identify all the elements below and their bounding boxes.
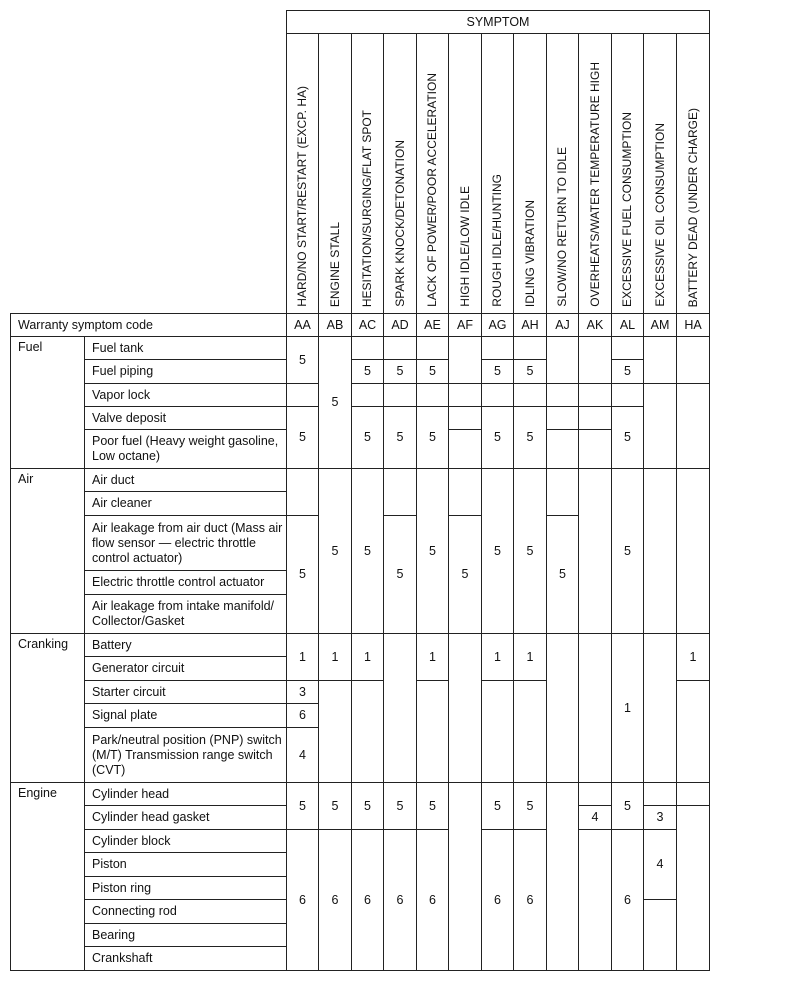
symptom-heading: IDLING VIBRATION xyxy=(514,34,547,314)
rating-cell xyxy=(547,783,579,971)
rating-cell xyxy=(417,337,449,360)
rating-cell: 5 xyxy=(417,360,449,384)
rating-cell: 4 xyxy=(287,728,319,783)
part-air-leakage-duct: Air leakage from air duct (Mass air flow sensor — electric throttle control actuator) xyxy=(85,516,287,571)
part-electric-throttle: Electric throttle control actuator xyxy=(85,571,287,595)
rating-cell: 1 xyxy=(319,634,352,681)
rating-cell xyxy=(644,337,677,384)
part-cylinder-head-gasket: Cylinder head gasket xyxy=(85,806,287,830)
part-air-cleaner: Air cleaner xyxy=(85,492,287,516)
rating-cell xyxy=(352,681,384,783)
rating-cell: 5 xyxy=(352,360,384,384)
rating-cell: 5 xyxy=(417,407,449,469)
rating-cell xyxy=(449,469,482,516)
rating-cell xyxy=(579,634,612,783)
rating-cell xyxy=(579,469,612,634)
symptom-code: HA xyxy=(677,314,710,337)
rating-cell: 6 xyxy=(384,830,417,971)
rating-cell xyxy=(612,337,644,360)
rating-cell: 5 xyxy=(384,360,417,384)
part-generator-circuit: Generator circuit xyxy=(85,657,287,681)
symptom-header: SYMPTOM xyxy=(287,11,710,34)
symptom-code: AC xyxy=(352,314,384,337)
rating-cell xyxy=(514,337,547,360)
symptom-heading: SLOW/NO RETURN TO IDLE xyxy=(547,34,579,314)
symptom-code: AD xyxy=(384,314,417,337)
rating-cell xyxy=(417,681,449,783)
symptom-heading: BATTERY DEAD (UNDER CHARGE) xyxy=(677,34,710,314)
part-crankshaft: Crankshaft xyxy=(85,947,287,971)
rating-cell xyxy=(579,430,612,469)
part-bearing: Bearing xyxy=(85,924,287,947)
symptom-code: AA xyxy=(287,314,319,337)
rating-cell xyxy=(482,384,514,407)
part-pnp-switch: Park/neutral position (PNP) switch (M/T) Transmission range switch (CVT) xyxy=(85,728,287,783)
symptom-code: AE xyxy=(417,314,449,337)
rating-cell: 3 xyxy=(644,806,677,830)
symptom-code: AL xyxy=(612,314,644,337)
category-cranking: Cranking xyxy=(11,634,85,783)
rating-cell xyxy=(677,469,710,634)
part-cylinder-block: Cylinder block xyxy=(85,830,287,853)
trouble-diagnosis-matrix xyxy=(10,10,710,971)
symptom-code: AG xyxy=(482,314,514,337)
rating-cell: 6 xyxy=(612,830,644,971)
rating-cell xyxy=(352,337,384,360)
rating-cell xyxy=(547,469,579,516)
rating-cell: 6 xyxy=(319,830,352,971)
rating-cell: 6 xyxy=(287,704,319,728)
symptom-heading: LACK OF POWER/POOR ACCELERATION xyxy=(417,34,449,314)
rating-cell xyxy=(352,384,384,407)
rating-cell xyxy=(482,681,514,783)
part-cylinder-head: Cylinder head xyxy=(85,783,287,806)
rating-cell xyxy=(644,634,677,783)
rating-cell: 5 xyxy=(319,469,352,634)
rating-cell xyxy=(417,384,449,407)
corner-blank xyxy=(11,11,287,314)
rating-cell: 5 xyxy=(547,516,579,634)
symptom-heading: ENGINE STALL xyxy=(319,34,352,314)
rating-cell: 4 xyxy=(644,830,677,900)
rating-cell xyxy=(384,469,417,516)
rating-cell xyxy=(514,681,547,783)
rating-cell: 5 xyxy=(612,469,644,634)
rating-cell: 5 xyxy=(612,783,644,830)
rating-cell: 5 xyxy=(514,469,547,634)
symptom-code: AH xyxy=(514,314,547,337)
rating-cell xyxy=(514,384,547,407)
part-connecting-rod: Connecting rod xyxy=(85,900,287,924)
rating-cell: 5 xyxy=(514,407,547,469)
rating-cell: 5 xyxy=(352,407,384,469)
part-air-duct: Air duct xyxy=(85,469,287,492)
rating-cell: 6 xyxy=(417,830,449,971)
rating-cell: 4 xyxy=(579,806,612,830)
rating-cell xyxy=(579,407,612,430)
rating-cell: 5 xyxy=(482,407,514,469)
symptom-heading: HARD/NO START/RESTART (EXCP. HA) xyxy=(287,34,319,314)
category-air: Air xyxy=(11,469,85,634)
rating-cell xyxy=(482,337,514,360)
part-battery: Battery xyxy=(85,634,287,657)
rating-cell xyxy=(384,384,417,407)
rating-cell: 5 xyxy=(352,783,384,830)
rating-cell xyxy=(547,384,579,407)
rating-cell xyxy=(449,407,482,430)
rating-cell xyxy=(579,830,612,971)
rating-cell: 5 xyxy=(287,407,319,469)
part-poor-fuel: Poor fuel (Heavy weight gasoline, Low octane) xyxy=(85,430,287,469)
symptom-heading: HIGH IDLE/LOW IDLE xyxy=(449,34,482,314)
symptom-heading: ROUGH IDLE/HUNTING xyxy=(482,34,514,314)
rating-cell xyxy=(547,430,579,469)
rating-cell xyxy=(677,783,710,806)
rating-cell: 6 xyxy=(514,830,547,971)
symptom-heading: SPARK KNOCK/DETONATION xyxy=(384,34,417,314)
part-valve-deposit: Valve deposit xyxy=(85,407,287,430)
symptom-heading: EXCESSIVE OIL CONSUMPTION xyxy=(644,34,677,314)
rating-cell xyxy=(449,337,482,384)
rating-cell xyxy=(449,430,482,469)
rating-cell: 5 xyxy=(319,337,352,469)
rating-cell: 5 xyxy=(384,516,417,634)
part-piston: Piston xyxy=(85,853,287,877)
rating-cell xyxy=(384,337,417,360)
rating-cell xyxy=(287,384,319,407)
rating-cell: 5 xyxy=(287,783,319,830)
rating-cell xyxy=(644,469,677,634)
rating-cell xyxy=(579,337,612,384)
part-vapor-lock: Vapor lock xyxy=(85,384,287,407)
rating-cell: 1 xyxy=(482,634,514,681)
symptom-code: AK xyxy=(579,314,612,337)
rating-cell: 5 xyxy=(482,469,514,634)
rating-cell: 1 xyxy=(612,634,644,783)
rating-cell xyxy=(319,681,352,783)
category-fuel: Fuel xyxy=(11,337,85,469)
part-air-leakage-manifold: Air leakage from intake manifold/ Collector/Gasket xyxy=(85,595,287,634)
rating-cell: 5 xyxy=(449,516,482,634)
symptom-heading: EXCESSIVE FUEL CONSUMPTION xyxy=(612,34,644,314)
rating-cell xyxy=(579,783,612,806)
rating-cell: 1 xyxy=(514,634,547,681)
category-engine: Engine xyxy=(11,783,85,971)
rating-cell xyxy=(644,783,677,806)
rating-cell: 5 xyxy=(514,360,547,384)
rating-cell: 5 xyxy=(287,337,319,384)
rating-cell xyxy=(644,900,677,971)
rating-cell: 1 xyxy=(677,634,710,681)
rating-cell: 5 xyxy=(514,783,547,830)
rating-cell: 5 xyxy=(482,360,514,384)
symptom-heading: OVERHEATS/WATER TEMPERATURE HIGH xyxy=(579,34,612,314)
rating-cell xyxy=(287,469,319,516)
part-signal-plate: Signal plate xyxy=(85,704,287,728)
rating-cell: 5 xyxy=(417,783,449,830)
rating-cell: 1 xyxy=(287,634,319,681)
rating-cell: 6 xyxy=(287,830,319,971)
rating-cell: 5 xyxy=(612,407,644,469)
rating-cell xyxy=(547,634,579,783)
symptom-heading: HESITATION/SURGING/FLAT SPOT xyxy=(352,34,384,314)
rating-cell: 5 xyxy=(612,360,644,384)
rating-cell xyxy=(612,384,644,407)
rating-cell: 1 xyxy=(417,634,449,681)
rating-cell xyxy=(547,407,579,430)
symptom-code: AJ xyxy=(547,314,579,337)
rating-cell xyxy=(384,634,417,783)
part-fuel-piping: Fuel piping xyxy=(85,360,287,384)
rating-cell: 1 xyxy=(352,634,384,681)
rating-cell: 3 xyxy=(287,681,319,704)
rating-cell: 6 xyxy=(352,830,384,971)
part-starter-circuit: Starter circuit xyxy=(85,681,287,704)
rating-cell xyxy=(677,384,710,469)
rating-cell: 6 xyxy=(482,830,514,971)
rating-cell: 5 xyxy=(319,783,352,830)
part-fuel-tank: Fuel tank xyxy=(85,337,287,360)
warranty-code-label: Warranty symptom code xyxy=(11,314,287,337)
rating-cell xyxy=(547,337,579,384)
rating-cell: 5 xyxy=(287,516,319,634)
rating-cell: 5 xyxy=(384,783,417,830)
rating-cell xyxy=(449,634,482,783)
rating-cell xyxy=(677,681,710,783)
symptom-code: AM xyxy=(644,314,677,337)
rating-cell: 5 xyxy=(384,407,417,469)
rating-cell xyxy=(677,337,710,384)
part-piston-ring: Piston ring xyxy=(85,877,287,900)
rating-cell: 5 xyxy=(482,783,514,830)
rating-cell xyxy=(449,783,482,971)
rating-cell: 5 xyxy=(417,469,449,634)
rating-cell xyxy=(644,384,677,469)
rating-cell xyxy=(579,384,612,407)
symptom-code: AF xyxy=(449,314,482,337)
symptom-code: AB xyxy=(319,314,352,337)
rating-cell: 5 xyxy=(352,469,384,634)
rating-cell xyxy=(677,806,710,971)
rating-cell xyxy=(449,384,482,407)
